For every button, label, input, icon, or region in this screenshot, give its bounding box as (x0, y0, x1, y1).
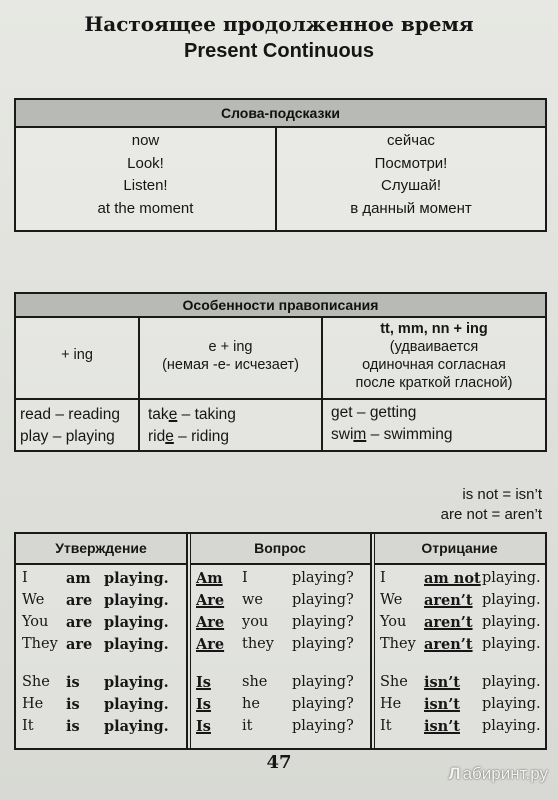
negative-pronoun: It (380, 718, 392, 734)
negative-pronoun: He (380, 696, 402, 712)
dash: – (356, 404, 366, 421)
rule-text: (удваивается (389, 339, 479, 355)
hint-words-english (16, 130, 275, 220)
hint-words-russian (277, 130, 545, 220)
negative-auxiliary: aren’t (424, 636, 473, 653)
question-pronoun: I (242, 570, 248, 586)
ing-form: swimming (383, 426, 453, 443)
question-auxiliary: Are (196, 614, 225, 631)
base-verb: swi (331, 426, 354, 443)
question-auxiliary: Are (196, 592, 225, 609)
divider (374, 534, 375, 748)
rule-text: e + ing (208, 339, 253, 355)
auxiliary-verb: are (66, 614, 93, 631)
pronoun: He (22, 696, 44, 712)
question-pronoun: we (242, 592, 263, 608)
silent-e: e (165, 428, 174, 445)
negative-pronoun: They (380, 636, 416, 652)
hint-ru: Слушай! (380, 177, 441, 194)
title-english: Present Continuous (183, 40, 374, 62)
ing-form: reading (68, 406, 120, 423)
negative-verb: playing. (482, 718, 541, 734)
question-auxiliary: Are (196, 636, 225, 653)
page-number: 47 (266, 752, 292, 773)
negative-auxiliary: isn’t (424, 718, 460, 735)
dash: – (178, 428, 187, 445)
hint-en: at the moment (97, 199, 194, 217)
pronoun: I (22, 570, 28, 586)
question-pronoun: they (242, 636, 274, 652)
auxiliary-verb: is (66, 718, 80, 735)
watermark-logo: Л (448, 764, 461, 783)
negative-header: Отрицание (374, 534, 545, 565)
negative-pronoun: She (380, 674, 408, 690)
ing-form: taking (194, 406, 236, 423)
question-auxiliary: Is (196, 696, 211, 713)
question-auxiliary: Is (196, 674, 211, 691)
question-verb: playing? (292, 674, 354, 690)
verb-ing: playing. (104, 570, 169, 587)
hint-words-header: Слова-подсказки (16, 100, 545, 128)
negative-auxiliary: aren’t (424, 592, 473, 609)
question-pronoun: he (242, 696, 260, 712)
question-verb: playing? (292, 614, 354, 630)
watermark-text: абиринт.ру (462, 764, 548, 783)
pronoun: She (22, 674, 50, 690)
question-verb: playing? (292, 696, 354, 712)
negative-pronoun: You (380, 614, 407, 630)
negative-auxiliary: aren’t (424, 614, 473, 631)
negative-verb: playing. (482, 570, 541, 586)
pronoun: We (22, 592, 45, 608)
example-ing (20, 404, 120, 448)
example-double (331, 402, 452, 446)
divider (370, 534, 372, 748)
negative-verb: playing. (482, 614, 541, 630)
rule-text: + ing (61, 347, 93, 363)
rule-e-ing-head (140, 338, 321, 374)
auxiliary-verb: am (66, 570, 91, 587)
rule-ing-head (16, 346, 138, 364)
silent-e: e (168, 406, 178, 423)
dash: – (55, 406, 64, 423)
hint-ru: Посмотри! (374, 154, 448, 172)
negative-verb: playing. (482, 636, 541, 652)
rule-text: (немая -е- исчезает) (162, 357, 299, 373)
question-pronoun: it (242, 718, 253, 734)
hint-words-table (14, 98, 547, 232)
rule-text: tt, mm, nn + ing (380, 321, 488, 337)
negative-pronoun: I (380, 570, 386, 586)
verb-ing: playing. (104, 674, 169, 691)
negative-verb: playing. (482, 674, 541, 690)
ing-form: playing (65, 428, 115, 445)
question-verb: playing? (292, 718, 354, 734)
pronoun: You (22, 614, 49, 630)
divider (16, 398, 545, 400)
pronoun: It (22, 718, 34, 734)
dash: – (370, 426, 380, 443)
example-e-ing (148, 404, 236, 448)
base-verb: tak (148, 406, 169, 423)
verb-ing: playing. (104, 592, 169, 609)
verb-ing: playing. (104, 614, 169, 631)
negative-auxiliary: isn’t (424, 696, 460, 713)
hint-en: now (131, 132, 160, 149)
title-russian: Настоящее продолженное время (84, 12, 474, 36)
watermark (449, 764, 548, 784)
negative-verb: playing. (482, 696, 541, 712)
conjugation-table (14, 532, 547, 750)
spelling-table (14, 292, 547, 452)
base-verb: play (20, 428, 49, 445)
question-verb: playing? (292, 592, 354, 608)
question-verb: playing? (292, 636, 354, 652)
hint-en: Listen! (123, 177, 168, 194)
auxiliary-verb: are (66, 592, 93, 609)
base-verb: rid (148, 428, 166, 445)
divider (186, 534, 188, 748)
auxiliary-verb: is (66, 696, 80, 713)
question-auxiliary: Am (196, 570, 223, 587)
rule-text: одиночная согласная (362, 357, 506, 373)
negative-verb: playing. (482, 592, 541, 608)
affirmative-header: Утверждение (16, 534, 186, 565)
divider (138, 316, 140, 450)
verb-ing: playing. (104, 718, 169, 735)
ing-form: getting (369, 404, 417, 421)
verb-ing: playing. (104, 636, 169, 653)
dash: – (181, 406, 191, 423)
auxiliary-verb: are (66, 636, 93, 653)
ing-form: riding (191, 428, 230, 445)
auxiliary-verb: is (66, 674, 80, 691)
negative-auxiliary: am not (424, 570, 481, 587)
spelling-header: Особенности правописания (16, 294, 545, 318)
hint-en: Look! (127, 154, 164, 172)
dash: – (52, 428, 62, 445)
contraction-is-not: is not = isn’t (462, 486, 542, 503)
rule-text: после краткой гласной) (355, 375, 513, 391)
hint-ru: сейчас (387, 132, 435, 149)
doubled-letter: m (353, 426, 367, 443)
negative-pronoun: We (380, 592, 403, 608)
pronoun: They (22, 636, 58, 652)
question-verb: playing? (292, 570, 354, 586)
question-pronoun: she (242, 674, 268, 690)
divider (190, 534, 191, 748)
verb-ing: playing. (104, 696, 169, 713)
hint-ru: в данный момент (350, 199, 472, 217)
rule-double-head (323, 320, 545, 392)
question-auxiliary: Is (196, 718, 211, 735)
base-verb: read (20, 406, 52, 423)
base-verb: get (331, 404, 353, 421)
contraction-are-not: are not = aren’t (440, 506, 542, 523)
negative-auxiliary: isn’t (424, 674, 460, 691)
question-pronoun: you (242, 614, 269, 630)
question-header: Вопрос (190, 534, 370, 565)
